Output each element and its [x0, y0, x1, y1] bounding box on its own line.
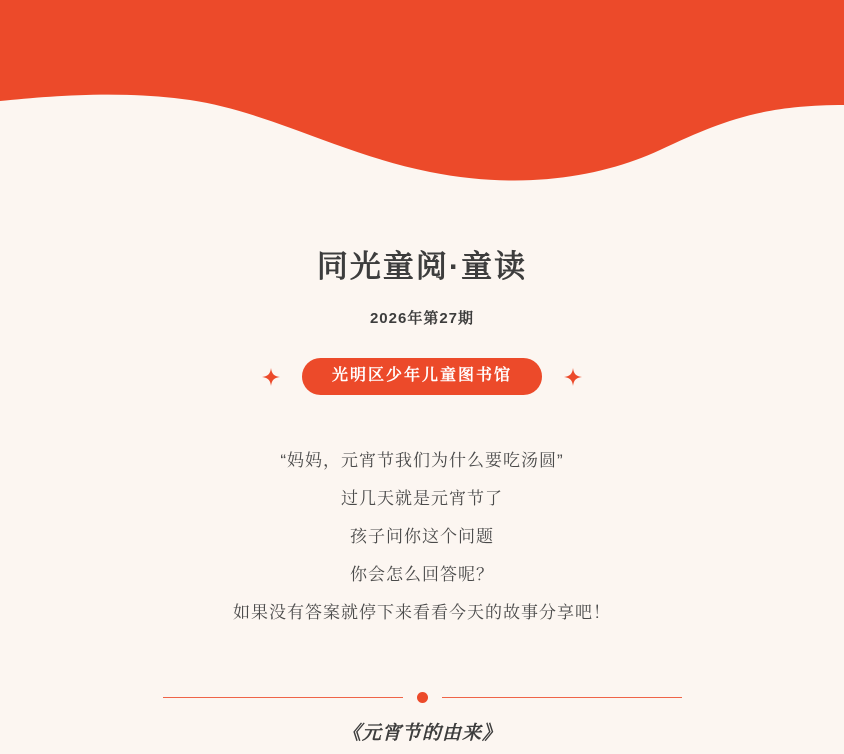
sparkle-icon	[564, 368, 582, 386]
section-heading: 《元宵节的由来》	[341, 723, 502, 744]
intro-line: 过几天就是元宵节了	[341, 489, 503, 508]
intro-line: 你会怎么回答呢？	[350, 565, 494, 584]
status-badge: 光明区少年儿童图书馆	[302, 358, 542, 395]
intro-paragraph	[0, 442, 844, 632]
divider-rule-right	[442, 697, 682, 698]
wave-banner-decoration	[0, 0, 844, 210]
library-badge-row	[0, 358, 844, 395]
issue-label: 2026年第27期	[369, 310, 475, 328]
intro-line: 如果没有答案就停下来看看今天的故事分享吧！	[233, 603, 611, 622]
intro-line: “妈妈，元宵节我们为什么要吃汤圆”	[280, 451, 564, 470]
section-divider	[0, 692, 844, 703]
intro-line: 孩子问你这个问题	[350, 527, 494, 546]
divider-dot	[417, 692, 428, 703]
sparkle-icon	[262, 368, 280, 386]
page-title: 同光童阅·童读	[316, 249, 528, 284]
title-block	[0, 248, 844, 328]
divider-rule-left	[163, 697, 403, 698]
